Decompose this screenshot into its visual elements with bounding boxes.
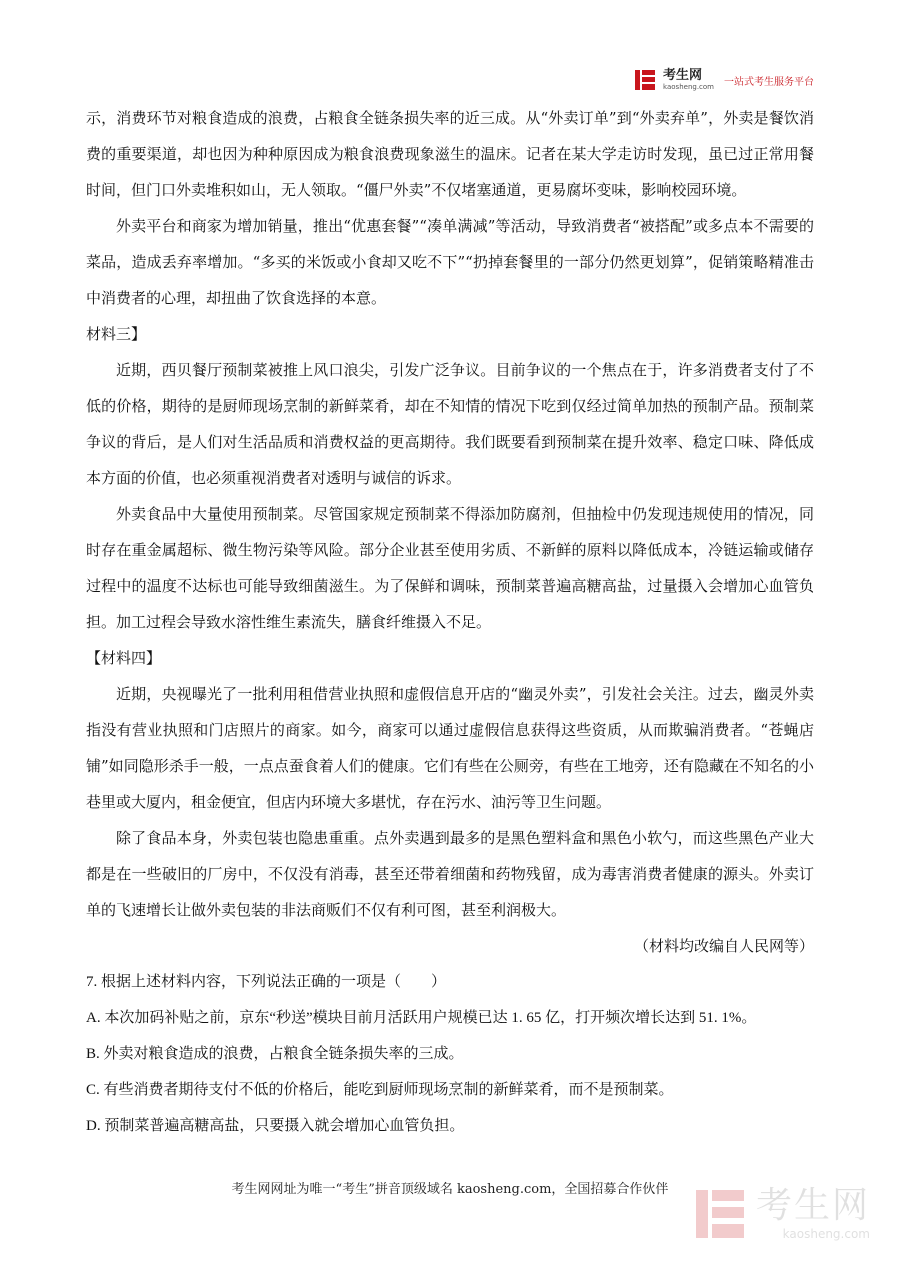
logo-slogan: 一站式考生服务平台 [724,76,814,88]
logo-domain: kaosheng.com [663,83,714,91]
paragraph-promotion: 外卖平台和商家为增加销量，推出“优惠套餐”“凑单满减”等活动，导致消费者“被搭配”或多点本不需要的菜品，造成丢弃率增加。“多买的米饭或小食却又吃不下”“扔掉套餐里的一部分仍然更划算”，促销策略精准击中消费者的心理，却扭曲了饮食选择的本意。 [86,217,814,307]
heading-material-three: 材料三】 [86,325,147,343]
paragraph-prepared-food: 外卖食品中大量使用预制菜。尽管国家规定预制菜不得添加防腐剂，但抽检中仍发现违规使用的情况，同时存在重金属超标、微生物污染等风险。部分企业甚至使用劣质、不新鲜的原料以降低成本，冷链运输或储存过程中的温度不达标也可能导致细菌滋生。为了保鲜和调味，预制菜普遍高糖高盐，过量摄入会增加心血管负担。加工过程会导致水溶性维生素流失，膳食纤维摄入不足。 [86,505,814,631]
material-source: （材料均改编自人民网等） [633,937,814,955]
paragraph-ghost-takeout: 近期，央视曝光了一批利用租借营业执照和虚假信息开店的“幽灵外卖”，引发社会关注。过去，幽灵外卖指没有营业执照和门店照片的商家。如今，商家可以通过虚假信息获得这些资质，从而欺骗消费者。“苍蝇店铺”如同隐形杀手一般，一点点蚕食着人们的健康。它们有些在公厕旁，有些在工地旁，还有隐藏在不知名的小巷里或大厦内，租金便宜，但店内环境大多堪忧，存在污水、油污等卫生问题。 [86,685,814,811]
option-b: B. 外卖对粮食造成的浪费，占粮食全链条损失率的三成。 [86,1046,464,1062]
footer-text: 考生网网址为唯一“考生”拼音顶级域名 kaosheng.com，全国招募合作伙伴 [231,1182,669,1197]
option-d: D. 预制菜普遍高糖高盐，只要摄入就会增加心血管负担。 [86,1118,465,1134]
kaosheng-logo-icon [633,68,657,92]
paragraph-packaging: 除了食品本身，外卖包装也隐患重重。点外卖遇到最多的是黑色塑料盒和黑色小软勺，而这些黑色产业大都是在一些破旧的厂房中，不仅没有消毒，甚至还带着细菌和药物残留，成为毒害消费者健康的源头。外卖订单的飞速增长让做外卖包装的非法商贩们不仅有利可图，甚至利润极大。 [86,829,814,919]
paragraph-material-two-end: 示，消费环节对粮食造成的浪费，占粮食全链条损失率的近三成。从“外卖订单”到“外卖弃单”，外卖是餐饮消费的重要渠道，却也因为种种原因成为粮食浪费现象滋生的温床。记者在某大学走访时发现，虽已过正常用餐时间，但门口外卖堆积如山，无人领取。“僵尸外卖”不仅堵塞通道，更易腐坏变味，影响校园环境。 [86,109,814,199]
paragraph-xibei: 近期，西贝餐厅预制菜被推上风口浪尖，引发广泛争议。目前争议的一个焦点在于，许多消费者支付了不低的价格，期待的是厨师现场烹制的新鲜菜肴，却在不知情的情况下吃到仅经过简单加热的预制产品。预制菜争议的背后，是人们对生活品质和消费权益的更高期待。我们既要看到预制菜在提升效率、稳定口味、降低成本方面的价值，也必须重视消费者对透明与诚信的诉求。 [86,361,814,487]
watermark-logo-icon [692,1186,748,1242]
watermark [692,1186,870,1242]
option-c: C. 有些消费者期待支付不低的价格后，能吃到厨师现场烹制的新鲜菜肴，而不是预制菜。 [86,1082,674,1098]
logo-name: 考生网 [663,68,703,83]
option-a: A. 本次加码补贴之前，京东“秒送”模块目前月活跃用户规模已达 1. 65 亿，打开频次增长达到 51. 1%。 [86,1010,757,1026]
header-logo [633,68,814,92]
watermark-name: 考生网 [755,1185,870,1226]
document-body [86,100,814,1144]
heading-material-four: 【材料四】 [86,649,162,667]
watermark-domain: kaosheng.com [782,1227,870,1241]
question-stem: 7. 根据上述材料内容，下列说法正确的一项是（ ） [86,974,447,990]
